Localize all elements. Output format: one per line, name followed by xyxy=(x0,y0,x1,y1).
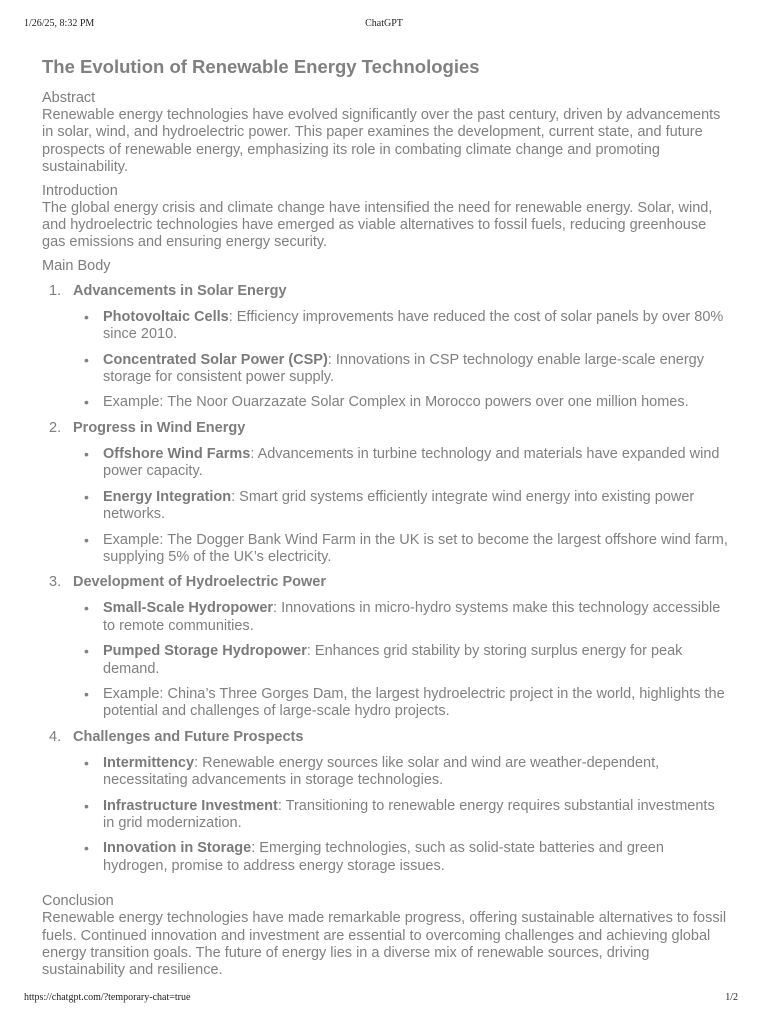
document-title: The Evolution of Renewable Energy Technologies xyxy=(42,56,480,77)
bullet-item xyxy=(73,643,730,678)
bullet-text: : Enhances grid stability by storing surplus energy for peak demand. xyxy=(103,643,683,677)
bullet-item xyxy=(73,352,730,387)
bullet-icon: • xyxy=(84,488,89,505)
abstract-text: Renewable energy technologies have evolved significantly over the past century, driven by advancements in solar, wind, and hydroelectric power. This paper examines the development, current state, and future prospects of renewable energy, emphasizing its role in combating climate change and promoting sustainability. xyxy=(42,107,721,176)
bullet-item xyxy=(73,600,730,635)
subsection-title: Development of Hydroelectric Power xyxy=(73,574,327,591)
main-body-list xyxy=(42,283,730,875)
document-content xyxy=(42,56,730,980)
bullet-list xyxy=(73,755,730,875)
list-number: 1. xyxy=(49,282,62,299)
bullet-item xyxy=(73,686,730,721)
bullet-icon: • xyxy=(84,600,89,617)
main-body-section xyxy=(42,258,730,875)
abstract-section xyxy=(42,90,730,177)
bullet-icon: • xyxy=(84,445,89,462)
conclusion-text: Renewable energy technologies have made remarkable progress, offering sustainable alternatives to fossil fuels. Continued innovation and investment are essential to overcoming challenges and achieving global energy transition goals. The future of energy lies in a diverse mix of renewable sources, driving sustainability and resilience. xyxy=(42,910,727,979)
bullet-text: Example: China’s Three Gorges Dam, the largest hydroelectric project in the world, highlights the potential and challenges of large-scale hydro projects. xyxy=(103,685,725,720)
main-list-item xyxy=(42,729,730,875)
bullet-text: : Advancements in turbine technology and materials have expanded wind power capacity. xyxy=(103,445,720,480)
bullet-text: : Innovations in CSP technology enable large-scale energy storage for consistent power supply. xyxy=(103,351,704,386)
bullet-item xyxy=(73,489,730,524)
bullet-item xyxy=(73,394,730,411)
introduction-text: The global energy crisis and climate change have intensified the need for renewable energy. Solar, wind, and hydroelectric technologies have emerged as viable alternatives to fossil fuels, reducing greenhouse gas emissions and ensuring energy security. xyxy=(42,199,713,251)
print-page-number: 1/2 xyxy=(725,992,738,1003)
bullet-label: Pumped Storage Hydropower xyxy=(103,643,307,660)
bullet-text: : Transitioning to renewable energy requires substantial investments in grid modernization. xyxy=(103,797,715,831)
bullet-text: Example: The Noor Ouarzazate Solar Complex in Morocco powers over one million homes. xyxy=(103,394,689,411)
bullet-icon: • xyxy=(84,394,89,411)
bullet-label: Intermittency xyxy=(103,754,195,771)
conclusion-section xyxy=(42,893,730,980)
main-body-heading: Main Body xyxy=(42,257,111,274)
bullet-icon: • xyxy=(84,754,89,771)
subsection-title: Advancements in Solar Energy xyxy=(73,282,287,299)
bullet-icon: • xyxy=(84,685,89,702)
bullet-label: Innovation in Storage xyxy=(103,840,252,857)
main-list-item xyxy=(42,283,730,412)
introduction-heading: Introduction xyxy=(42,182,118,199)
bullet-item xyxy=(73,446,730,481)
conclusion-heading: Conclusion xyxy=(42,893,114,910)
bullet-label: Concentrated Solar Power (CSP) xyxy=(103,351,328,368)
bullet-icon: • xyxy=(84,797,89,814)
print-header xyxy=(24,18,744,32)
main-list-item xyxy=(42,574,730,720)
bullet-list xyxy=(73,446,730,566)
list-number: 2. xyxy=(49,419,62,436)
bullet-label: Infrastructure Investment xyxy=(103,797,278,814)
bullet-icon: • xyxy=(84,840,89,857)
bullet-list xyxy=(73,600,730,720)
bullet-item xyxy=(73,309,730,344)
abstract-heading: Abstract xyxy=(42,90,96,106)
bullet-item xyxy=(73,798,730,833)
subsection-title: Challenges and Future Prospects xyxy=(73,728,304,745)
print-datetime: 1/26/25, 8:32 PM xyxy=(24,18,95,29)
print-url: https://chatgpt.com/?temporary-chat=true xyxy=(24,992,191,1003)
bullet-text: : Emerging technologies, such as solid-state batteries and green hydrogen, promise to address energy storage issues. xyxy=(103,840,664,874)
bullet-icon: • xyxy=(84,643,89,660)
list-number: 3. xyxy=(49,574,62,591)
bullet-text: : Smart grid systems efficiently integrate wind energy into existing power networks. xyxy=(103,488,695,523)
introduction-section xyxy=(42,183,730,252)
bullet-label: Photovoltaic Cells xyxy=(103,308,229,325)
bullet-list xyxy=(73,309,730,412)
bullet-text: : Renewable energy sources like solar and wind are weather-dependent, necessitating advancements in storage technologies. xyxy=(103,754,660,789)
bullet-icon: • xyxy=(84,351,89,368)
subsection-title: Progress in Wind Energy xyxy=(73,419,246,436)
bullet-item xyxy=(73,755,730,790)
bullet-text: Example: The Dogger Bank Wind Farm in the UK is set to become the largest offshore wind farm, supplying 5% of the UK’s electricity. xyxy=(103,531,728,565)
bullet-label: Offshore Wind Farms xyxy=(103,445,251,462)
bullet-text: : Efficiency improvements have reduced the cost of solar panels by over 80% since 2010. xyxy=(103,308,724,343)
bullet-item xyxy=(73,840,730,875)
print-page-title: ChatGPT xyxy=(365,18,403,29)
main-list-item xyxy=(42,420,730,566)
print-footer xyxy=(24,992,744,1006)
bullet-label: Energy Integration xyxy=(103,488,232,505)
bullet-text: : Innovations in micro-hydro systems make this technology accessible to remote communities. xyxy=(103,600,721,634)
bullet-icon: • xyxy=(84,308,89,325)
bullet-label: Small-Scale Hydropower xyxy=(103,600,274,617)
bullet-item xyxy=(73,532,730,567)
list-number: 4. xyxy=(49,728,62,745)
bullet-icon: • xyxy=(84,531,89,548)
